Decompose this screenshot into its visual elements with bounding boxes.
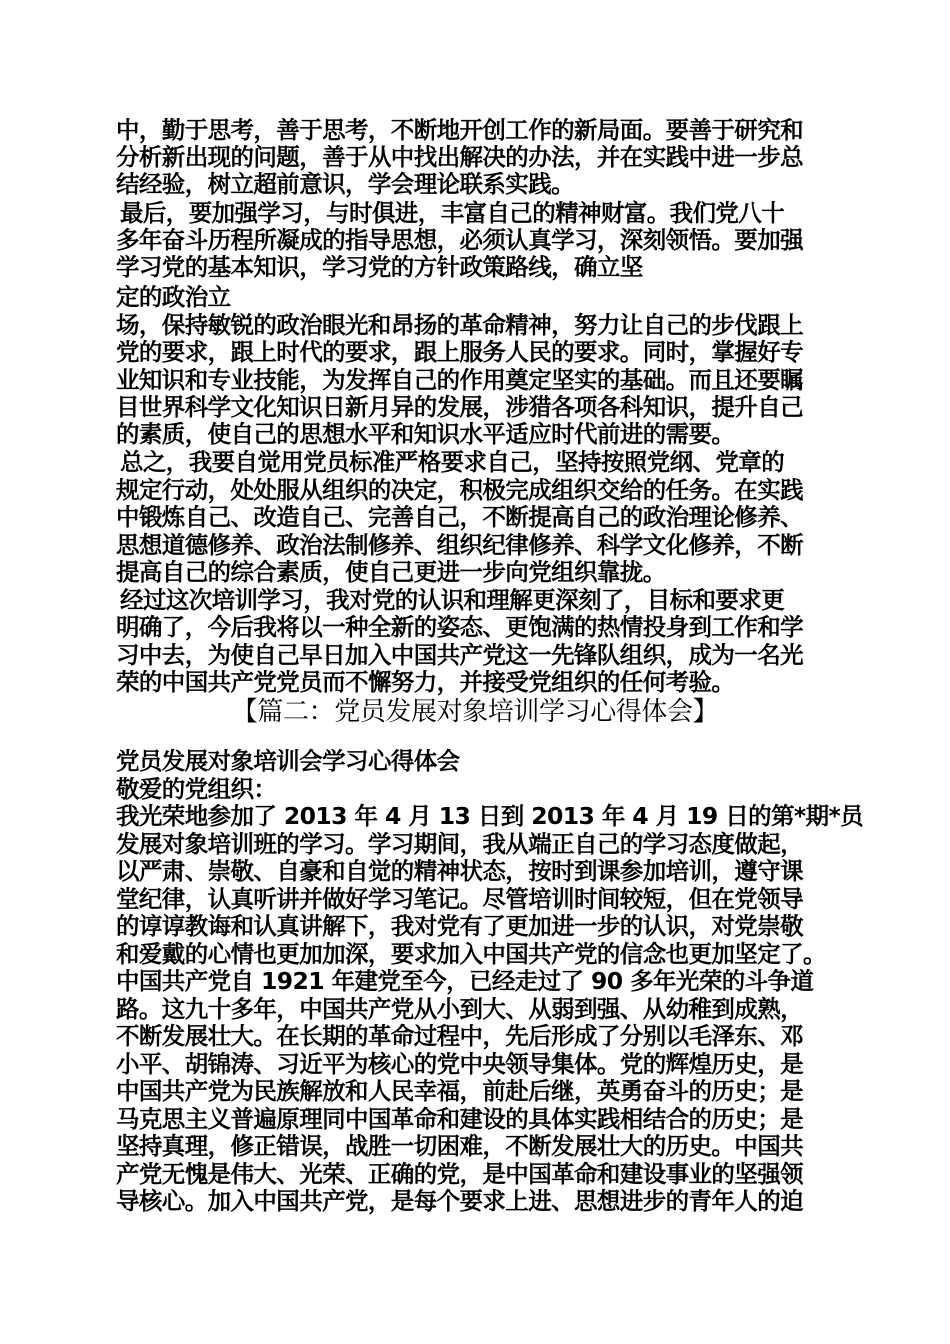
text-line: 明确了，今后我将以一种全新的姿态、更饱满的热情投身到工作和学 <box>116 613 803 641</box>
text-line: 坚持真理，修正错误，战胜一切困难，不断发展壮大的历史。中国共 <box>116 1132 803 1160</box>
text-line: 的谆谆教诲和认真讲解下，我对党有了更加进一步的认识，对党崇敬 <box>116 912 803 940</box>
text-line: 目世界科学文化知识日新月异的发展，涉猎各项各科知识，提升自己 <box>116 393 803 421</box>
section-heading: 【篇二：党员发展对象培训学习心得体会】 <box>231 697 719 727</box>
text-line: 中国共产党为民族解放和人民幸福，前赴后继，英勇奋斗的历史；是 <box>116 1077 803 1105</box>
text-line: 规定行动，处处服从组织的决定，积极完成组织交给的任务。在实践 <box>116 476 803 504</box>
text-line: 和爱戴的心情也更加加深，要求加入中国共产党的信念也更加坚定了。 <box>116 940 826 968</box>
text-line: 的素质，使自己的思想水平和知识水平适应时代前进的需要。 <box>116 420 735 448</box>
text-line: 导核心。加入中国共产党，是每个要求上进、思想进步的青年人的迫 <box>116 1187 803 1215</box>
text-line: 思想道德修养、政治法制修养、组织纪律修养、科学文化修养，不断 <box>116 531 803 559</box>
text-line: 多年奋斗历程所凝成的指导思想，必须认真学习，深刻领悟。要加强 <box>116 226 803 254</box>
text-line: 中，勤于思考，善于思考，不断地开创工作的新局面。要善于研究和 <box>116 116 803 144</box>
text-line: 小平、胡锦涛、习近平为核心的党中央领导集体。党的辉煌历史，是 <box>116 1050 803 1078</box>
text-line: 经过这次培训学习，我对党的认识和理解更深刻了，目标和要求更 <box>120 586 785 614</box>
text-line: 路。这九十多年，中国共产党从小到大、从弱到强、从幼稚到成熟， <box>116 995 803 1023</box>
text-line: 发展对象培训班的学习。学习期间，我从端正自己的学习态度做起， <box>116 830 803 858</box>
text-line: 荣的中国共产党党员而不懈努力，并接受党组织的任何考验。 <box>116 668 735 696</box>
text-line: 定的政治立 <box>116 283 231 311</box>
article-title: 党员发展对象培训会学习心得体会 <box>116 747 460 775</box>
text-line: 马克思主义普遍原理同中国革命和建设的具体实践相结合的历史；是 <box>116 1105 803 1133</box>
text-line: 学习党的基本知识，学习党的方针政策路线，确立坚 <box>116 253 643 281</box>
text-line: 中国共产党自 1921 年建党至今，已经走过了 90 多年光荣的斗争道 <box>116 967 814 995</box>
text-line: 结经验，树立超前意识，学会理论联系实践。 <box>116 170 574 198</box>
text-line: 不断发展壮大。在长期的革命过程中，先后形成了分别以毛泽东、邓 <box>116 1022 803 1050</box>
text-line: 最后，要加强学习，与时俱进，丰富自己的精神财富。我们党八十 <box>120 199 785 227</box>
text-line: 场，保持敏锐的政治眼光和昂扬的革命精神，努力让自己的步伐跟上 <box>116 311 803 339</box>
text-line: 堂纪律，认真听讲并做好学习笔记。尽管培训时间较短，但在党领导 <box>116 885 803 913</box>
text-line: 党的要求，跟上时代的要求，跟上服务人民的要求。同时，掌握好专 <box>116 338 803 366</box>
text-line: 产党无愧是伟大、光荣、正确的党，是中国革命和建设事业的坚强领 <box>116 1160 803 1188</box>
text-line: 业知识和专业技能，为发挥自己的作用奠定坚实的基础。而且还要瞩 <box>116 366 803 394</box>
text-line: 我光荣地参加了 2013 年 4 月 13 日到 2013 年 4 月 19 日的第*期*员 <box>116 802 864 830</box>
text-line: 习中去，为使自己早日加入中国共产党这一先锋队组织，成为一名光 <box>116 641 803 669</box>
text-line: 分析新出现的问题，善于从中找出解决的办法，并在实践中进一步总 <box>116 143 803 171</box>
text-line: 中锻炼自己、改造自己、完善自己，不断提高自己的政治理论修养、 <box>116 503 803 531</box>
text-line: 提高自己的综合素质，使自己更进一步向党组织靠拢。 <box>116 558 666 586</box>
text-line: 以严肃、崇敬、自豪和自觉的精神状态，按时到课参加培训，遵守课 <box>116 857 803 885</box>
text-line: 总之，我要自觉用党员标准严格要求自己，坚持按照党纲、党章的 <box>120 448 785 476</box>
salutation: 敬爱的党组织： <box>116 775 277 803</box>
